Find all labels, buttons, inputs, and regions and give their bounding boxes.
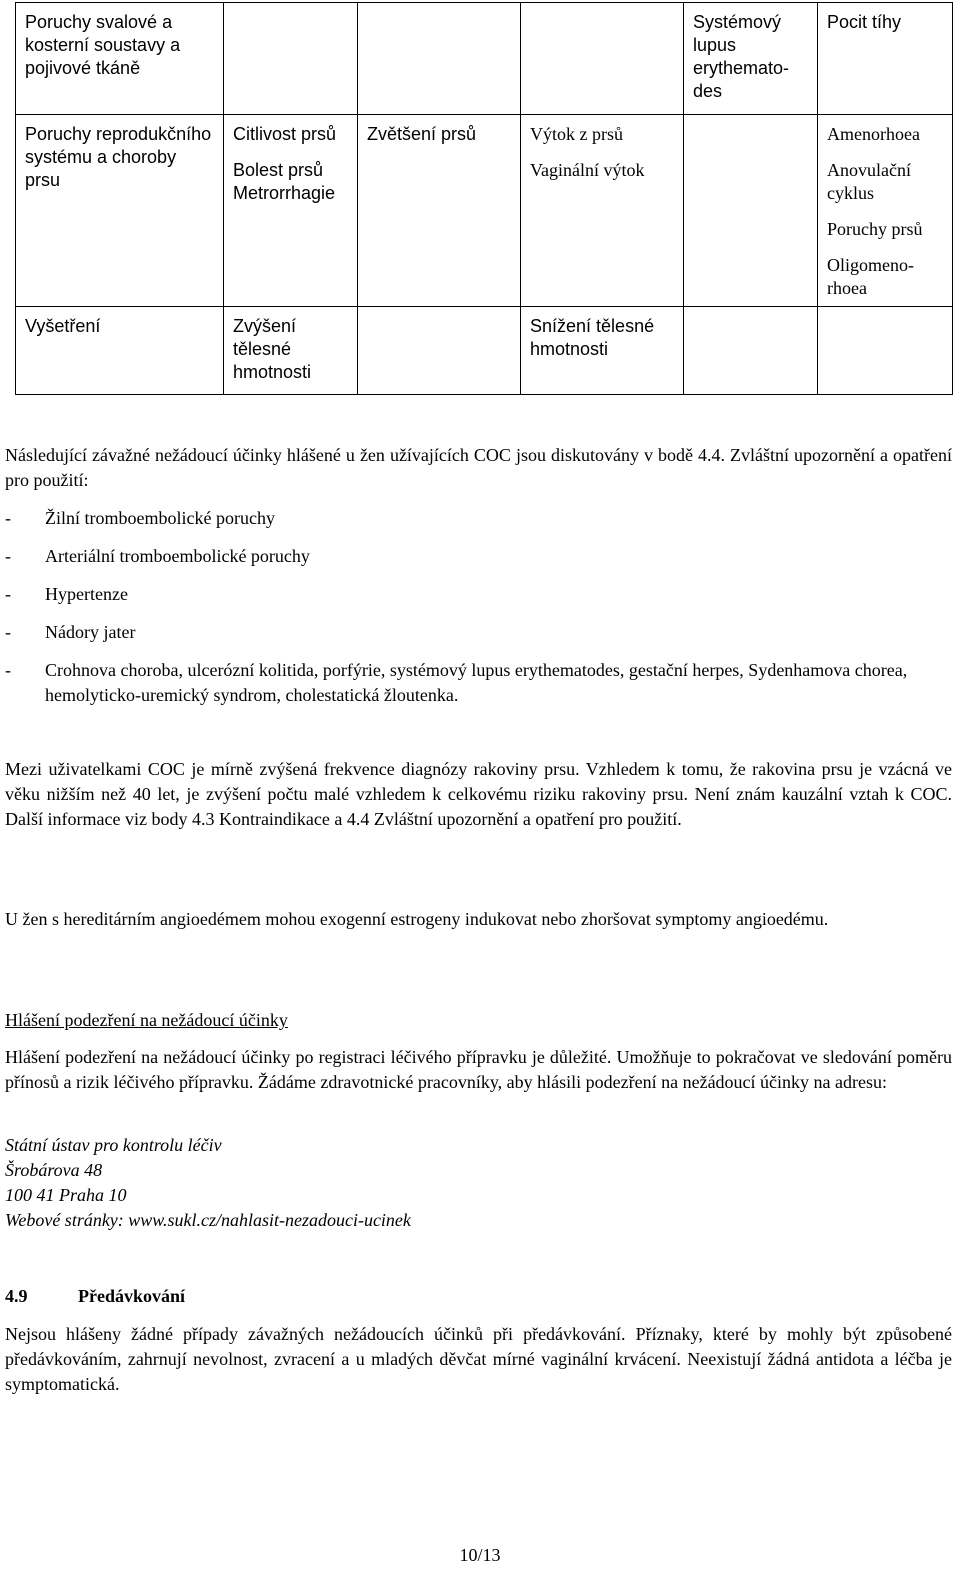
cell-text: Poruchy prsů xyxy=(827,219,923,239)
table-cell xyxy=(224,307,358,395)
cell-text: Vaginální výtok xyxy=(530,160,645,180)
address-line: Webové stránky: www.sukl.cz/nahlasit-nezadouci-ucinek xyxy=(5,1210,411,1230)
table-cell xyxy=(358,115,521,307)
list-item: - Crohnova choroba, ulcerózní kolitida, porfýrie, systémový lupus erythematodes, gestační herpes, Sydenhamova chorea, hemolyticko-uremický syndrom, cholestatická žloutenka. xyxy=(5,660,908,705)
cell-text: Snížení tělesné hmotnosti xyxy=(530,316,655,359)
table-cell xyxy=(684,3,818,115)
table-cell xyxy=(818,115,953,307)
bullet-list xyxy=(5,506,952,708)
angioedema-paragraph: U žen s hereditárním angioedémem mohou exogenní estrogeny indukovat nebo zhoršovat symptomy angioedému. xyxy=(5,909,829,929)
cell-text: Bolest prsů Metrorrhagie xyxy=(233,160,336,203)
breast-cancer-paragraph: Mezi uživatelkami COC je mírně zvýšená frekvence diagnózy rakoviny prsu. Vzhledem k tomu, že rakovina prsu je vzácná ve věku nižším než 40 let, je zvýšení počtu malé vzhledem k celkovému riziku rakoviny prsu. Není znám kauzální vztah k COC. Další informace viz body 4.3 Kontraindikace a 4.4 Zvláštní upozornění a opatření pro použití. xyxy=(5,759,952,829)
section-number: 4.9 xyxy=(5,1286,28,1306)
intro-paragraph: Následující závažné nežádoucí účinky hlášené u žen užívajících COC jsou diskutovány v bodě 4.4. Zvláštní upozornění a opatření pro použití: xyxy=(5,445,952,490)
table-row-category xyxy=(16,307,224,395)
cell-text: Poruchy svalové a kosterní soustavy a pojivové tkáně xyxy=(25,12,181,78)
table-cell xyxy=(521,115,684,307)
cell-text: Vyšetření xyxy=(25,316,101,336)
cell-text: Výtok z prsů xyxy=(530,124,623,144)
list-item: - Hypertenze xyxy=(5,584,128,604)
table-cell xyxy=(521,3,684,115)
table-cell xyxy=(521,307,684,395)
address-line: Státní ústav pro kontrolu léčiv xyxy=(5,1135,222,1155)
table-cell xyxy=(818,3,953,115)
reporting-address xyxy=(5,1133,952,1233)
cell-text: Pocit tíhy xyxy=(827,12,902,32)
cell-text: Systémový lupus erythemato-des xyxy=(693,12,790,101)
address-line: Šrobárova 48 xyxy=(5,1160,103,1180)
adverse-effects-table xyxy=(15,2,953,395)
address-line: 100 41 Praha 10 xyxy=(5,1185,127,1205)
table-row xyxy=(16,3,953,115)
table-cell xyxy=(224,3,358,115)
list-item: - Nádory jater xyxy=(5,622,136,642)
cell-text: Oligomeno-rhoea xyxy=(827,255,914,298)
overdose-paragraph: Nejsou hlášeny žádné případy závažných nežádoucích účinků při předávkování. Příznaky, které by mohly být způsobené předávkováním, zahrnují nevolnost, zvracení a u mladých děvčat mírné vaginální krvácení. Neexistují žádná antidota a léčba je symptomatická. xyxy=(5,1324,952,1394)
list-item: - Arteriální tromboembolické poruchy xyxy=(5,546,310,566)
reporting-heading: Hlášení podezření na nežádoucí účinky xyxy=(5,1010,288,1030)
table-row-category xyxy=(16,115,224,307)
reporting-paragraph: Hlášení podezření na nežádoucí účinky po registraci léčivého přípravku je důležité. Umožňuje to pokračovat ve sledování poměru přínosů a rizik léčivého přípravku. Žádáme zdravotnické pracovníky, aby hlásili podezření na nežádoucí účinky na adresu: xyxy=(5,1047,952,1092)
table-row xyxy=(16,115,953,307)
table-row-category xyxy=(16,3,224,115)
cell-text: Zvětšení prsů xyxy=(367,124,477,144)
cell-text: Anovulační cyklus xyxy=(827,160,911,203)
section-title: Předávkování xyxy=(78,1286,186,1306)
cell-text: Zvýšení tělesné hmotnosti xyxy=(233,316,312,382)
page-number: 10/13 xyxy=(459,1545,501,1565)
cell-text: Amenorhoea xyxy=(827,124,920,144)
table-cell xyxy=(358,307,521,395)
cell-text: Poruchy reprodukčního systému a choroby prsu xyxy=(25,124,212,190)
table-cell xyxy=(684,307,818,395)
table-cell xyxy=(358,3,521,115)
table-row xyxy=(16,307,953,395)
table-cell xyxy=(224,115,358,307)
cell-text: Citlivost prsů xyxy=(233,124,337,144)
table-cell xyxy=(818,307,953,395)
section-heading xyxy=(5,1284,952,1309)
list-item: - Žilní tromboembolické poruchy xyxy=(5,508,275,528)
table-cell xyxy=(684,115,818,307)
